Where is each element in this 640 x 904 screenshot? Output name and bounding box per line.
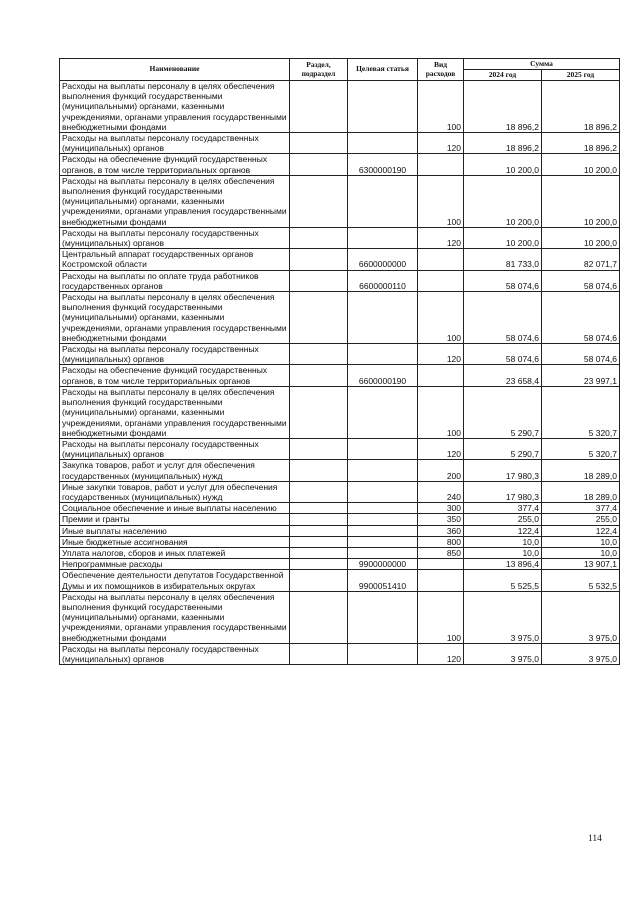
row-target <box>348 386 418 438</box>
row-sum-2025: 23 997,1 <box>542 365 620 386</box>
row-section <box>290 547 348 558</box>
row-section <box>290 438 348 459</box>
row-target <box>348 81 418 133</box>
table-row <box>60 525 620 536</box>
row-type <box>418 154 464 175</box>
row-sum-2025: 5 320,7 <box>542 438 620 459</box>
row-target <box>348 591 418 643</box>
row-sum-2025: 255,0 <box>542 514 620 525</box>
row-name: Центральный аппарат государственных органов Костромской области <box>60 249 290 270</box>
row-section <box>290 292 348 344</box>
row-section <box>290 460 348 481</box>
row-sum-2025: 377,4 <box>542 503 620 514</box>
row-sum-2025: 18 896,2 <box>542 81 620 133</box>
row-name: Расходы на выплаты персоналу государственных (муниципальных) органов <box>60 643 290 664</box>
row-type <box>418 249 464 270</box>
table-row <box>60 559 620 570</box>
row-name: Расходы на обеспечение функций государственных органов, в том числе территориальных органов <box>60 154 290 175</box>
table-row <box>60 460 620 481</box>
row-sum-2025: 3 975,0 <box>542 643 620 664</box>
row-target: 6300000190 <box>348 154 418 175</box>
header-section: Раздел, подраздел <box>290 59 348 81</box>
table-row <box>60 536 620 547</box>
row-name: Непрограммные расходы <box>60 559 290 570</box>
row-target: 6600000000 <box>348 249 418 270</box>
table-row <box>60 344 620 365</box>
row-name: Расходы на выплаты персоналу в целях обеспечения выполнения функций государственными (муниципальными) органами, казенными учреждениями, органами управления государственными внебюджетными фондами <box>60 292 290 344</box>
row-type: 360 <box>418 525 464 536</box>
row-target <box>348 175 418 227</box>
row-section <box>290 591 348 643</box>
row-name: Расходы на выплаты персоналу в целях обеспечения выполнения функций государственными (муниципальными) органами, казенными учреждениями, органами управления государственными внебюджетными фондами <box>60 591 290 643</box>
row-sum-2024: 5 525,5 <box>464 570 542 591</box>
row-target <box>348 460 418 481</box>
row-sum-2024: 3 975,0 <box>464 643 542 664</box>
row-type: 300 <box>418 503 464 514</box>
row-type: 120 <box>418 133 464 154</box>
table-row <box>60 481 620 502</box>
table-row <box>60 591 620 643</box>
row-sum-2025: 82 071,7 <box>542 249 620 270</box>
row-target <box>348 514 418 525</box>
table-row <box>60 438 620 459</box>
row-sum-2025: 10,0 <box>542 536 620 547</box>
row-sum-2024: 58 074,6 <box>464 292 542 344</box>
table-row <box>60 643 620 664</box>
row-type: 850 <box>418 547 464 558</box>
row-name: Обеспечение деятельности депутатов Государственной Думы и их помощников в избирательных округах <box>60 570 290 591</box>
row-sum-2024: 13 896,4 <box>464 559 542 570</box>
row-target <box>348 525 418 536</box>
table-row <box>60 547 620 558</box>
row-target <box>348 133 418 154</box>
row-sum-2024: 255,0 <box>464 514 542 525</box>
table-header <box>60 59 620 81</box>
row-sum-2025: 58 074,6 <box>542 344 620 365</box>
table-row <box>60 503 620 514</box>
row-sum-2024: 17 980,3 <box>464 481 542 502</box>
row-name: Расходы на выплаты персоналу в целях обеспечения выполнения функций государственными (муниципальными) органами, казенными учреждениями, органами управления государственными внебюджетными фондами <box>60 175 290 227</box>
row-target <box>348 481 418 502</box>
table-row <box>60 175 620 227</box>
row-name: Расходы на выплаты по оплате труда работников государственных органов <box>60 270 290 291</box>
row-name: Расходы на выплаты персоналу государственных (муниципальных) органов <box>60 344 290 365</box>
row-type: 240 <box>418 481 464 502</box>
row-target <box>348 536 418 547</box>
header-year-2025: 2025 год <box>542 70 620 81</box>
row-section <box>290 514 348 525</box>
row-sum-2025: 18 289,0 <box>542 460 620 481</box>
row-name: Иные выплаты населению <box>60 525 290 536</box>
row-sum-2024: 81 733,0 <box>464 249 542 270</box>
row-sum-2024: 18 896,2 <box>464 81 542 133</box>
table-row <box>60 249 620 270</box>
row-type: 100 <box>418 292 464 344</box>
row-section <box>290 536 348 547</box>
row-target: 6600000190 <box>348 365 418 386</box>
row-target: 9900000000 <box>348 559 418 570</box>
table-row <box>60 133 620 154</box>
header-type: Вид расходов <box>418 59 464 81</box>
row-sum-2025: 122,4 <box>542 525 620 536</box>
row-section <box>290 270 348 291</box>
row-name: Расходы на обеспечение функций государственных органов, в том числе территориальных органов <box>60 365 290 386</box>
row-section <box>290 386 348 438</box>
row-section <box>290 559 348 570</box>
row-target <box>348 344 418 365</box>
row-type: 100 <box>418 591 464 643</box>
row-section <box>290 81 348 133</box>
row-target <box>348 438 418 459</box>
row-name: Расходы на выплаты персоналу государственных (муниципальных) органов <box>60 133 290 154</box>
row-sum-2024: 10,0 <box>464 536 542 547</box>
row-name: Социальное обеспечение и иные выплаты населению <box>60 503 290 514</box>
row-sum-2024: 10 200,0 <box>464 227 542 248</box>
page-number: 114 <box>588 834 602 844</box>
row-section <box>290 643 348 664</box>
row-sum-2024: 377,4 <box>464 503 542 514</box>
row-sum-2024: 10,0 <box>464 547 542 558</box>
row-section <box>290 227 348 248</box>
row-target <box>348 547 418 558</box>
row-sum-2025: 58 074,6 <box>542 270 620 291</box>
row-type: 800 <box>418 536 464 547</box>
row-name: Премии и гранты <box>60 514 290 525</box>
row-target <box>348 227 418 248</box>
row-sum-2024: 23 658,4 <box>464 365 542 386</box>
table-body <box>60 81 620 665</box>
header-name: Наименование <box>60 59 290 81</box>
row-type: 120 <box>418 227 464 248</box>
row-section <box>290 365 348 386</box>
row-name: Расходы на выплаты персоналу государственных (муниципальных) органов <box>60 438 290 459</box>
row-section <box>290 133 348 154</box>
table-row <box>60 270 620 291</box>
row-sum-2024: 3 975,0 <box>464 591 542 643</box>
row-sum-2025: 10 200,0 <box>542 154 620 175</box>
row-sum-2025: 58 074,6 <box>542 292 620 344</box>
table-row <box>60 365 620 386</box>
row-sum-2025: 18 289,0 <box>542 481 620 502</box>
row-type: 120 <box>418 643 464 664</box>
table-row <box>60 514 620 525</box>
header-sum: Сумма <box>464 59 620 70</box>
row-name: Закупка товаров, работ и услуг для обеспечения государственных (муниципальных) нужд <box>60 460 290 481</box>
row-type <box>418 270 464 291</box>
row-type: 100 <box>418 175 464 227</box>
row-type: 350 <box>418 514 464 525</box>
header-year-2024: 2024 год <box>464 70 542 81</box>
row-target <box>348 292 418 344</box>
row-sum-2024: 5 290,7 <box>464 386 542 438</box>
row-target <box>348 643 418 664</box>
row-sum-2025: 5 320,7 <box>542 386 620 438</box>
header-target: Целевая статья <box>348 59 418 81</box>
table-row <box>60 570 620 591</box>
row-type: 120 <box>418 344 464 365</box>
row-sum-2024: 5 290,7 <box>464 438 542 459</box>
row-name: Иные бюджетные ассигнования <box>60 536 290 547</box>
row-type <box>418 570 464 591</box>
row-section <box>290 570 348 591</box>
row-section <box>290 481 348 502</box>
row-section <box>290 154 348 175</box>
table-row <box>60 292 620 344</box>
row-sum-2024: 58 074,6 <box>464 344 542 365</box>
row-sum-2025: 13 907,1 <box>542 559 620 570</box>
row-type: 100 <box>418 81 464 133</box>
row-section <box>290 249 348 270</box>
table-row <box>60 154 620 175</box>
row-name: Расходы на выплаты персоналу государственных (муниципальных) органов <box>60 227 290 248</box>
row-sum-2025: 3 975,0 <box>542 591 620 643</box>
row-name: Расходы на выплаты персоналу в целях обеспечения выполнения функций государственными (муниципальными) органами, казенными учреждениями, органами управления государственными внебюджетными фондами <box>60 386 290 438</box>
row-type <box>418 365 464 386</box>
table-row <box>60 81 620 133</box>
row-sum-2025: 10 200,0 <box>542 227 620 248</box>
row-sum-2024: 18 896,2 <box>464 133 542 154</box>
row-name: Иные закупки товаров, работ и услуг для обеспечения государственных (муниципальных) нужд <box>60 481 290 502</box>
row-sum-2025: 10 200,0 <box>542 175 620 227</box>
row-sum-2025: 18 896,2 <box>542 133 620 154</box>
row-name: Уплата налогов, сборов и иных платежей <box>60 547 290 558</box>
row-target: 9900051410 <box>348 570 418 591</box>
row-sum-2024: 17 980,3 <box>464 460 542 481</box>
row-section <box>290 525 348 536</box>
row-type <box>418 559 464 570</box>
row-sum-2025: 5 532,5 <box>542 570 620 591</box>
row-sum-2024: 58 074,6 <box>464 270 542 291</box>
row-name: Расходы на выплаты персоналу в целях обеспечения выполнения функций государственными (муниципальными) органами, казенными учреждениями, органами управления государственными внебюджетными фондами <box>60 81 290 133</box>
budget-table <box>59 58 620 665</box>
row-section <box>290 503 348 514</box>
row-target: 6600000110 <box>348 270 418 291</box>
table-row <box>60 386 620 438</box>
row-type: 100 <box>418 386 464 438</box>
row-section <box>290 175 348 227</box>
row-type: 200 <box>418 460 464 481</box>
row-sum-2024: 10 200,0 <box>464 175 542 227</box>
row-section <box>290 344 348 365</box>
row-sum-2024: 122,4 <box>464 525 542 536</box>
row-type: 120 <box>418 438 464 459</box>
row-target <box>348 503 418 514</box>
table-row <box>60 227 620 248</box>
row-sum-2024: 10 200,0 <box>464 154 542 175</box>
row-sum-2025: 10,0 <box>542 547 620 558</box>
